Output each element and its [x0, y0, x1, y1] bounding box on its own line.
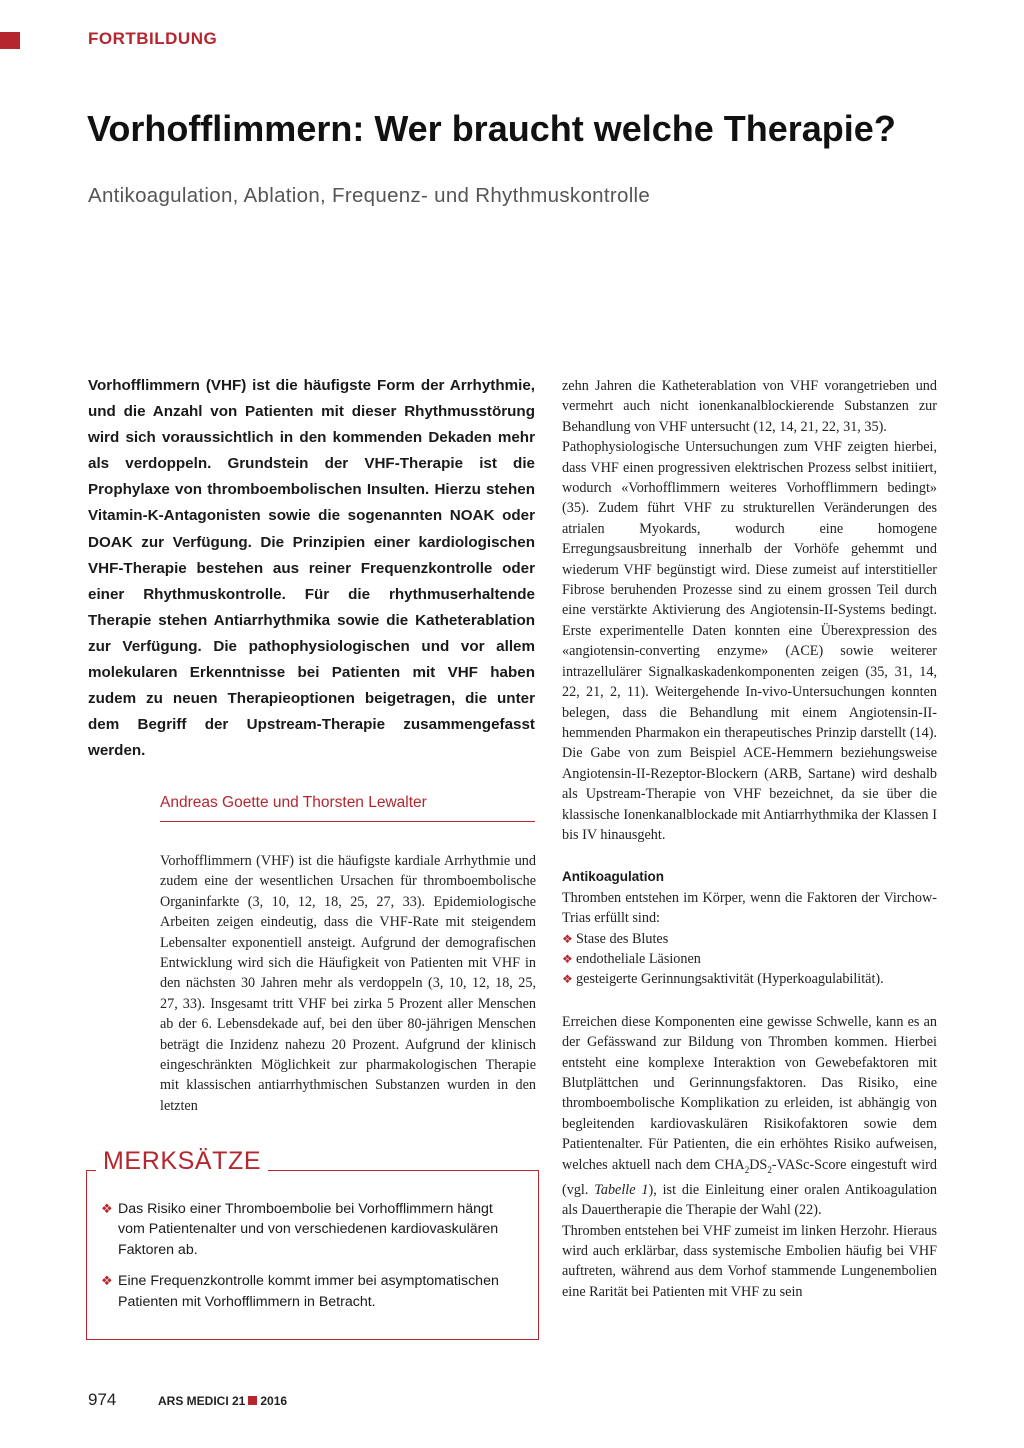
merksaetze-top-rule-right: [268, 1170, 538, 1171]
list-item: ❖ endotheliale Läsionen: [562, 949, 937, 969]
antikoagulation-paragraph-2: Thromben entstehen bei VHF zumeist im linken Herzohr. Hieraus wird auch erklärbar, dass systemische Embolien häufig bei VHF auftreten, während aus dem Vorhof stammende Lungenembolien eine Rarität bei Patienten mit VHF zu sein: [562, 1222, 937, 1300]
article-lead: Vorhofflimmern (VHF) ist die häufigste Form der Arrhythmie, und die Anzahl von Patienten mit dieser Rhythmusstörung wird sich voraussichtlich in den kommenden Dekaden mehr als verdoppeln. Grundstein der VHF-Therapie ist die Prophylaxe von thromboembolischen Insulten. Hierzu stehen Vitamin-K-Antagonisten sowie die sogenannten NOAK oder DOAK zur Verfügung. Die Prinzipien einer kardiologischen VHF-Therapie bestehen aus reiner Frequenzkontrolle oder einer Rhythmuskontrolle. Für die rhythmuserhaltende Therapie stehen Antiarrhythmika sowie die Katheterablation zur Verfügung. Die pathophysiologischen und vor allem molekularen Erkenntnisse bei Patienten mit VHF haben zudem zu neuen Therapieoptionen beigetragen, die unter dem Begriff der Upstream-Therapie zusammengefasst werden.: [88, 377, 535, 760]
antikoagulation-intro: Thromben entstehen im Körper, wenn die Faktoren der Virchow-Trias erfüllt sind:: [562, 889, 937, 927]
col2-paragraph-2: Pathophysiologische Untersuchungen zum VHF zeigten hierbei, dass VHF einen progressiven elektrischen Prozess selbst initiiert, wodurch «Vorhofflimmern weiteres Vorhofflimmern bedingt» (35). Zudem führt VHF zu strukturellen Veränderungen des atrialen Myokards, wodurch eine homogene Erregungsausbreitung innerhalb der Vorhöfe gehemmt und wiederum VHF begünstigt wird. Diese zumeist auf interstitieller Fibrose beruhenden Prozesse sind zu einem grossen Teil durch eine verstärkte Aktivierung des Angiotensin-II-Systems bedingt. Erste experimentelle Daten konnten eine Überexpression des «angiotensin-converting enzyme» (ACE) sowie weiterer intrazellulärer Signalkaskadenkomponenten zeigen (35, 31, 14, 22, 21, 2, 11). Weitergehende In-vivo-Untersuchungen konnten belegen, dass die Behandlung mit einem Angiotensin-II-hemmenden Pharmakon ein therapeutisches Prinzip darstellt (14). Die Gabe von zum Beispiel ACE-Hemmern beziehungsweise Angiotensin-II-Rezeptor-Blockern (ARB, Sartane) wird deshalb als Upstream-Therapie von VHF bezeichnet, da sie über die klassische Ionenkanalblockade mit Antiarrhythmika der Klassen I bis IV hinausgeht.: [562, 439, 937, 843]
footer-square-icon: [248, 1396, 257, 1405]
diamond-bullet-icon: ❖: [562, 972, 573, 987]
list-item: ❖ gesteigerte Gerinnungsaktivität (Hyperkoagulabilität).: [562, 969, 937, 989]
merksaetze-top-rule-left: [86, 1170, 96, 1171]
article-title: Vorhofflimmern: Wer braucht welche Therapie?: [87, 108, 896, 149]
right-column: [562, 376, 937, 1302]
article-authors: Andreas Goette und Thorsten Lewalter: [160, 794, 427, 811]
page-number: 974: [88, 1390, 117, 1409]
diamond-bullet-icon: ❖: [562, 931, 573, 946]
diamond-bullet-icon: ❖: [562, 951, 573, 966]
intro-paragraph: Vorhofflimmern (VHF) ist die häufigste kardiale Arrhythmie und zudem eine der wesentlichen Ursachen für thromboembolische Organinfarkte (3, 10, 12, 18, 25, 27, 33). Epidemiologische Arbeiten zeigen eindeutig, dass die VHF-Rate mit steigendem Lebensalter exponentiell ansteigt. Aufgrund der demografischen Entwicklung wird sich die Häufigkeit von Patienten mit VHF in den nächsten 30 Jahren mehr als verdoppeln (3, 10, 12, 18, 25, 27, 33). Insgesamt tritt VHF bei zirka 5 Prozent aller Menschen ab der 6. Lebensdekade auf, bei den über 80-jährigen Menschen beträgt die Inzidenz nahezu 20 Prozent. Aufgrund der klinisch eingeschränkten Möglichkeit zur pharmakologischen Therapie mit klassischen antiarrhythmischen Substanzen wurden in den letzten: [160, 853, 536, 1114]
list-item: ❖ Stase des Blutes: [562, 929, 937, 949]
antikoagulation-paragraph-1: Erreichen diese Komponenten eine gewisse Schwelle, kann es an der Gefässwand zur Bildung von Thromben kommen. Hierbei entsteht eine komplexe Interaktion von Gewebefaktoren mit Blutplättchen und Gerinnungsfaktoren. Das Risiko, eine thromboembolische Komplikation zu erleiden, ist abhängig von begleitenden kardiovaskulären Risikofaktoren sowie dem Patientenalter. Für Patienten, die ein erhöhtes Risiko aufweisen, welches aktuell nach dem $CHA_2DS_2-VASc$-Score eingestuft wird (vgl. Tabelle 1), ist die Einleitung einer oralen Antikoagulation als Dauertherapie die Therapie der Wahl (22).: [562, 1013, 937, 1219]
merksatz-text: Das Risiko einer Thromboembolie bei Vorhofflimmern hängt vom Patientenalter und von verschiedenen kardiovaskulären Faktoren ab.: [118, 1201, 499, 1258]
section-marker: [0, 32, 20, 49]
authors-divider: [160, 821, 535, 822]
table-reference: Tabelle 1: [594, 1181, 649, 1198]
merksaetze-title: MERKSÄTZE: [103, 1147, 262, 1175]
diamond-bullet-icon: ❖: [101, 1201, 113, 1216]
antikoagulation-heading: Antikoagulation: [562, 869, 664, 885]
article-subtitle: Antikoagulation, Ablation, Frequenz- und Rhythmuskontrolle: [88, 184, 651, 207]
merksatz-text: Eine Frequenzkontrolle kommt immer bei asymptomatischen Patienten mit Vorhofflimmern in Betracht.: [118, 1273, 499, 1310]
virchow-trias-list: [562, 929, 937, 990]
section-label: FORTBILDUNG: [88, 29, 218, 48]
journal-footer: ARS MEDICI 21 2016: [158, 1394, 288, 1408]
diamond-bullet-icon: ❖: [101, 1273, 113, 1289]
merksatz-item: [101, 1199, 521, 1260]
merksaetze-list: [101, 1199, 521, 1323]
merksatz-item: [101, 1271, 521, 1312]
col2-paragraph-1: zehn Jahren die Katheterablation von VHF vorangetrieben und vermehrt auch nicht ionenkanalblockierende Substanzen zur Behandlung von VHF untersucht (12, 14, 21, 22, 31, 35).: [562, 378, 937, 435]
